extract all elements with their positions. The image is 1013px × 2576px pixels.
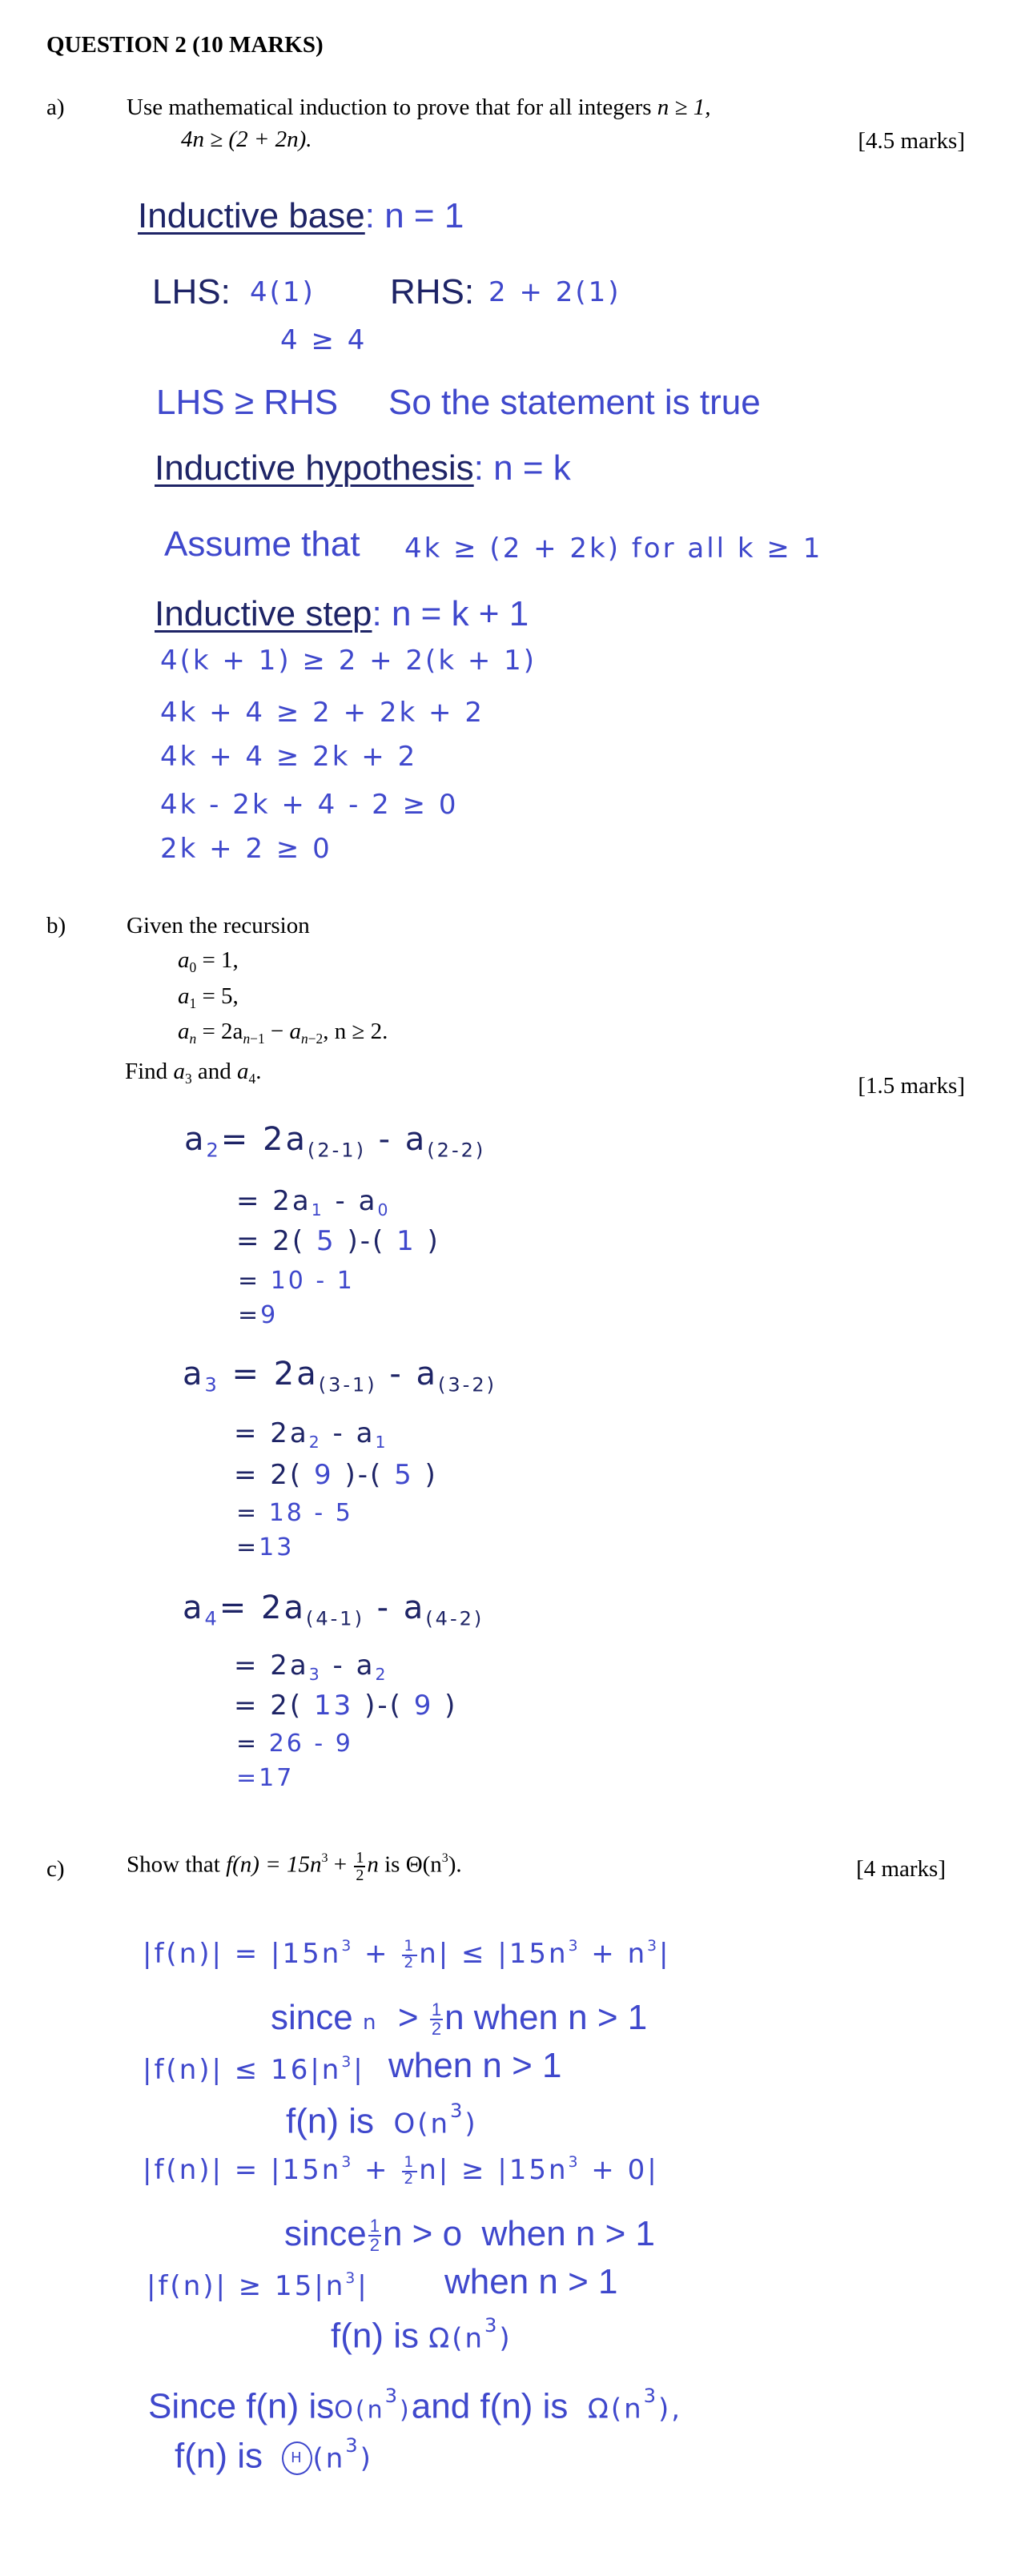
- base-comparison: LHS ≥ RHS: [156, 383, 339, 422]
- part-a-inequality: 4n ≥ (2 + 2n).: [181, 127, 312, 152]
- a3-line-4: = 18 - 5: [236, 1499, 353, 1527]
- step-line-5: 2k + 2 ≥ 0: [160, 833, 332, 865]
- a4-line-2: = $2a_3 - a_2$: [234, 1650, 388, 1685]
- step-line-4: 4k - 2k + 4 - 2 ≥ 0: [160, 789, 459, 821]
- base-result: 4 ≥ 4: [280, 324, 368, 356]
- rhs-label: RHS:: [390, 272, 475, 311]
- a3-line-3: = 2( 9 )-( 5 ): [234, 1459, 438, 1491]
- recursion-an-condition: , n ≥ 2.: [323, 1019, 388, 1044]
- inductive-base-heading: [138, 196, 464, 236]
- a3-result: =13: [236, 1533, 295, 1561]
- part-a-prompt: [127, 94, 710, 121]
- big-omega-statement: f(n) is $\Omega(n^3)$: [331, 2314, 513, 2356]
- part-c-label: c): [46, 1856, 65, 1882]
- part-a-marks: [4.5 marks]: [858, 128, 965, 154]
- a4-line-3: = 2( 13 )-( 9 ): [234, 1690, 458, 1722]
- upper-bound-line: $|f(n)| = |15n^3$ + $\frac{1}{2}$ $n| \le |15n^3 + n^3|$: [143, 1937, 671, 1971]
- part-b-find: Find $a_3$ and $a_4$.: [125, 1059, 262, 1087]
- part-b-marks: [1.5 marks]: [858, 1073, 965, 1099]
- big-o-statement: f(n) is $O(n^3)$: [286, 2100, 478, 2141]
- a2-result: =9: [238, 1301, 279, 1329]
- recursion-a0: $a_0 = 1$,: [178, 947, 239, 976]
- step-line-3: 4k + 4 ≥ 2k + 2: [160, 741, 418, 773]
- recursion-an: $a_n = 2a_{n-1} - a_{n-2}$, n ≥ 2.: [178, 1019, 388, 1047]
- a2-line-4: = 10 - 1: [238, 1267, 355, 1295]
- a3-line-2: = $2a_2 - a_1$: [234, 1417, 388, 1453]
- var-a: a: [178, 947, 190, 973]
- part-c-marks: [4 marks]: [856, 1856, 946, 1882]
- inductive-base-value: : n = 1: [364, 196, 464, 235]
- recursion-an-value: = 2a: [202, 1019, 243, 1044]
- part-b-label: b): [46, 913, 66, 938]
- theta-symbol-icon: H: [282, 2441, 312, 2475]
- inductive-hypothesis-label: Inductive hypothesis: [155, 448, 474, 488]
- since-line-1: since n > $\frac{1}{2}$ n when n > 1: [271, 1998, 648, 2040]
- part-c-prompt: Show that $f(n) = 15n^3$ + $\frac{1}{2}$ n is $\Theta(n^3)$.: [127, 1849, 462, 1884]
- recursion-a0-value: = 1,: [202, 947, 239, 973]
- inductive-hypothesis-heading: [155, 448, 571, 488]
- a3-line-1: $a_3 = 2a_{(3-1)} - a_{(3-2)}$: [183, 1356, 496, 1397]
- lower-bound-condition: when n > 1: [444, 2262, 618, 2301]
- step-line-2: 4k + 4 ≥ 2 + 2k + 2: [160, 697, 484, 729]
- lhs-value: 4(1): [250, 276, 316, 308]
- a2-line-1: $a_2= 2a_{(2-1)} - a_{(2-2)}$: [184, 1121, 486, 1162]
- inductive-step-label: Inductive step: [155, 594, 372, 633]
- inductive-step-heading: [155, 594, 529, 634]
- question-title: QUESTION 2 (10 MARKS): [46, 32, 324, 58]
- a4-line-4: = 26 - 9: [236, 1730, 353, 1758]
- part-a-prompt-condition: n ≥ 1,: [657, 94, 711, 120]
- a4-result: =17: [236, 1764, 295, 1792]
- a2-line-2: = $2a_1 - a_0$: [236, 1185, 391, 1220]
- upper-bound-result: $|f(n)| \le 16|n^3|$: [143, 2054, 365, 2086]
- inductive-step-value: : n = k + 1: [372, 594, 529, 633]
- var-a: a: [178, 1019, 190, 1044]
- rhs-value: 2 + 2(1): [488, 276, 621, 308]
- step-line-1: 4(k + 1) ≥ 2 + 2(k + 1): [160, 645, 537, 677]
- assume-value: 4k ≥ (2 + 2k) for all k ≥ 1: [404, 532, 823, 565]
- part-a-label: a): [46, 94, 65, 120]
- a4-line-1: $a_4= 2a_{(4-1)} - a_{(4-2)}$: [183, 1589, 484, 1630]
- inductive-hypothesis-value: : n = k: [473, 448, 571, 488]
- part-b-prompt: Given the recursion: [127, 913, 310, 938]
- since-line-2: since $\frac{1}{2}$ n > o when n > 1: [284, 2214, 656, 2256]
- final-conclusion-line-2: f(n) is H $(n^3)$: [175, 2434, 373, 2476]
- assume-label: Assume that: [164, 524, 360, 564]
- lhs-label: LHS:: [152, 272, 231, 311]
- inductive-base-label: Inductive base: [138, 196, 365, 235]
- recursion-a1: $a_1 = 5$,: [178, 983, 239, 1012]
- base-conclusion: So the statement is true: [388, 383, 761, 422]
- var-a: a: [178, 983, 190, 1009]
- part-a-prompt-line1: Use mathematical induction to prove that for all integers: [127, 94, 652, 120]
- upper-bound-condition: when n > 1: [388, 2046, 562, 2085]
- final-conclusion-line-1: Since f(n) $isO(n^3)and$ f(n) is $\Omega(n^3)$,: [148, 2385, 683, 2426]
- a2-line-3: = 2( 5 )-( 1 ): [236, 1225, 440, 1257]
- lower-bound-result: $|f(n)| \ge 15|n^3|$: [147, 2270, 369, 2302]
- lower-bound-line: $|f(n)| = |15n^3$ + $\frac{1}{2}$ $n| \ge |15n^3 + 0|$: [143, 2153, 659, 2188]
- recursion-a1-value: = 5,: [202, 983, 239, 1009]
